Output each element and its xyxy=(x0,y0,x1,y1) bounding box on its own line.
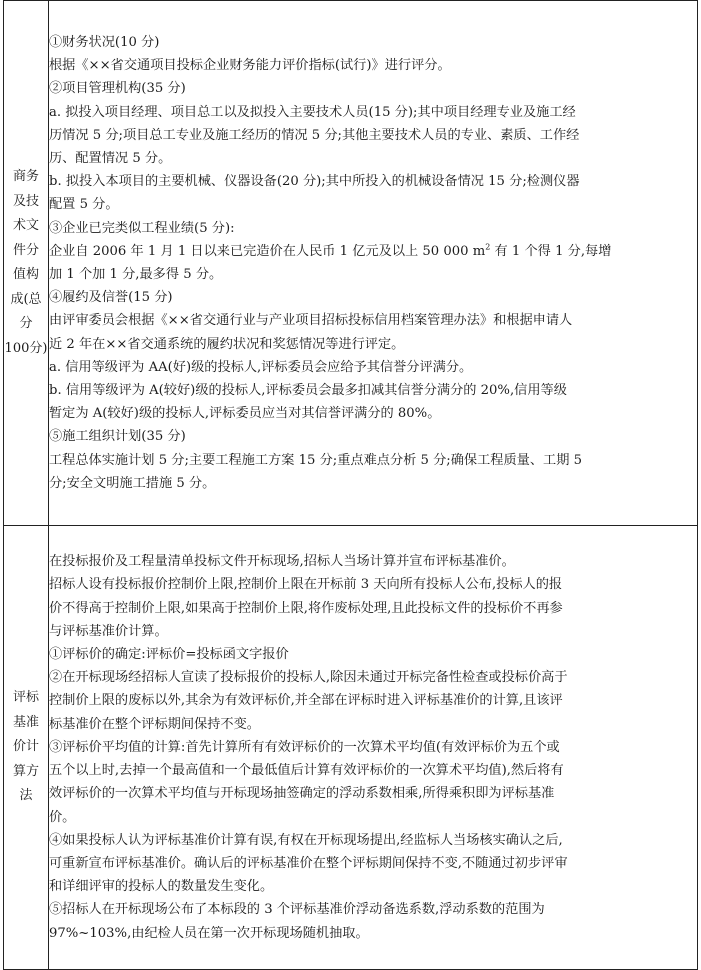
text-line: ⑤施工组织计划(35 分) xyxy=(49,429,186,445)
paragraph xyxy=(49,77,697,100)
paragraph xyxy=(49,425,697,448)
text-line: 工程总体实施计划 5 分;主要工程施工方案 15 分;重点难点分析 5 分;确保工程质量、工期 5 xyxy=(49,452,582,468)
text-line: ③企业已完类似工程业绩(5 分): xyxy=(49,220,235,236)
text-line: ③评标价平均值的计算:首先计算所有有效评标价的一次算术平均值(有效评标价为五个或 xyxy=(49,739,560,755)
text-line: 历情况 5 分;项目总工专业及施工经历的情况 5 分;其他主要技术人员的专业、素质、工作经 xyxy=(49,127,580,143)
label-line: 评标 xyxy=(12,690,39,706)
text-line: ⑤招标人在开标现场公布了本标段的 3 个评标基准价浮动备选系数,浮动系数的范围为 xyxy=(49,902,545,918)
label-line: 及技 xyxy=(12,193,39,209)
text-line: ②在开标现场经招标人宣读了投标报价的投标人,除因未通过开标完备性检查或投标价高于 xyxy=(49,670,568,686)
text-line: 可重新宣布评标基准价。确认后的评标基准价在整个评标期间保持不变,不随通过初步评审 xyxy=(49,855,568,871)
label-line: 分 xyxy=(19,316,33,331)
paragraph xyxy=(49,736,697,829)
text-line: 在投标报价及工程量清单投标文件开标现场,招标人当场计算并宣布评标基准价。 xyxy=(49,554,515,570)
text-line: 控制价上限的废标以外,其余为有效评标价,并全部在评标时进入评标基准价的计算,且该评 xyxy=(49,693,563,709)
paragraph xyxy=(49,643,697,666)
label-line: 值构 xyxy=(12,267,39,282)
paragraph xyxy=(49,550,697,573)
text-line: 和详细评审的投标人的数量发生变化。 xyxy=(49,879,274,895)
text-line: ④履约及信誉(15 分) xyxy=(49,290,173,306)
paragraph xyxy=(49,309,697,355)
text-line: ①财务状况(10 分) xyxy=(49,34,160,50)
text-line: 97%~103%,由纪检人员在第一次开标现场随机抽取。 xyxy=(49,925,369,941)
paragraph xyxy=(49,217,697,240)
text-line: 价不得高于控制价上限,如果高于控制价上限,将作废标处理,且此投标文件的投标价不再参 xyxy=(49,600,563,616)
text-line: 根据《××省交通项目投标企业财务能力评价指标(试行)》进行评分。 xyxy=(49,58,451,74)
text-line: 配置 5 分。 xyxy=(49,197,119,213)
text-line: a. 拟投入项目经理、项目总工以及拟投入主要技术人员(15 分);其中项目经理专业及施工经 xyxy=(49,104,576,120)
label-line: 基准 xyxy=(12,714,39,730)
text-line: b. 信用等级评为 A(较好)级的投标人,评标委员会最多扣减其信誉分满分的 20%,信用等级 xyxy=(49,383,567,399)
paragraph xyxy=(49,898,697,944)
label-line: 法 xyxy=(19,788,33,804)
row-content-business-technical xyxy=(49,1,698,526)
paragraph xyxy=(49,449,697,495)
text-line: ①评标价的确定:评标价=投标函文字报价 xyxy=(49,647,289,663)
text-line: 分;安全文明施工措施 5 分。 xyxy=(49,475,216,491)
text-line: 效评标价的一次算术平均值与开标现场抽签确定的浮动系数相乘,所得乘积即为评标基准 xyxy=(49,786,555,802)
label-line: 术文 xyxy=(12,218,39,233)
label-line: 价计 xyxy=(12,739,39,755)
text-line: 标基准价在整个评标期间保持不变。 xyxy=(49,716,260,732)
text-line: 由评审委员会根据《××省交通行业与产业项目招标投标信用档案管理办法》和根据申请人 xyxy=(49,313,573,329)
label-line: 成(总 xyxy=(10,291,42,307)
text-line: ④如果投标人认为评标基准价计算有误,有权在开标现场提出,经监标人当场核实确认之后, xyxy=(49,832,563,848)
paragraph xyxy=(49,240,697,286)
paragraph xyxy=(49,666,697,736)
text-line: 近 2 年在××省交通系统的履约状况和奖惩情况等进行评定。 xyxy=(49,336,405,352)
text-line: a. 信用等级评为 AA(好)级的投标人,评标委员会应给予其信誉分评满分。 xyxy=(49,359,473,375)
text-line xyxy=(49,240,697,263)
row-content-benchmark-price xyxy=(49,526,698,970)
paragraph xyxy=(49,829,697,899)
table-row xyxy=(4,1,698,526)
label-line: 商务 xyxy=(12,169,39,184)
label-line: 算方 xyxy=(12,763,39,779)
text-line: 五个以上时,去掉一个最高值和一个最低值后计算有效评标价的一次算术平均值),然后将有 xyxy=(49,763,564,779)
evaluation-table xyxy=(3,0,698,970)
text-line: 加 1 个加 1 分,最多得 5 分。 xyxy=(49,267,223,282)
label-line: 件分 xyxy=(12,242,39,258)
text-line: 招标人设有投标报价控制价上限,控制价上限在开标前 3 天向所有投标人公布,投标人的报 xyxy=(49,577,563,593)
paragraph xyxy=(49,54,697,77)
paragraph xyxy=(49,379,697,425)
text-line: 与评标基准价计算。 xyxy=(49,623,168,639)
superscript: 2 xyxy=(485,242,491,252)
paragraph xyxy=(49,356,697,379)
table-row xyxy=(4,526,698,970)
text-segment: 有 1 个得 1 分,每增 xyxy=(490,243,612,259)
text-line: 价。 xyxy=(49,809,76,825)
text-line: 暂定为 A(较好)级的投标人,评标委员应当对其信誉评满分的 80%。 xyxy=(49,406,441,422)
label-line: 100分) xyxy=(4,340,48,356)
text-segment: 企业自 2006 年 1 月 1 日以来已完造价在人民币 1 亿元及以上 50 000 m xyxy=(49,243,486,259)
row-label-benchmark-price xyxy=(4,526,49,970)
paragraph xyxy=(49,101,697,171)
paragraph xyxy=(49,170,697,216)
paragraph xyxy=(49,573,697,643)
row-label-business-technical xyxy=(4,1,49,526)
text-line: b. 拟投入本项目的主要机械、仪器设备(20 分);其中所投入的机械设备情况 15 分;检测仪器 xyxy=(49,174,580,190)
paragraph xyxy=(49,31,697,54)
text-line: 历、配置情况 5 分。 xyxy=(49,150,172,166)
paragraph xyxy=(49,286,697,309)
text-line: ②项目管理机构(35 分) xyxy=(49,81,186,97)
